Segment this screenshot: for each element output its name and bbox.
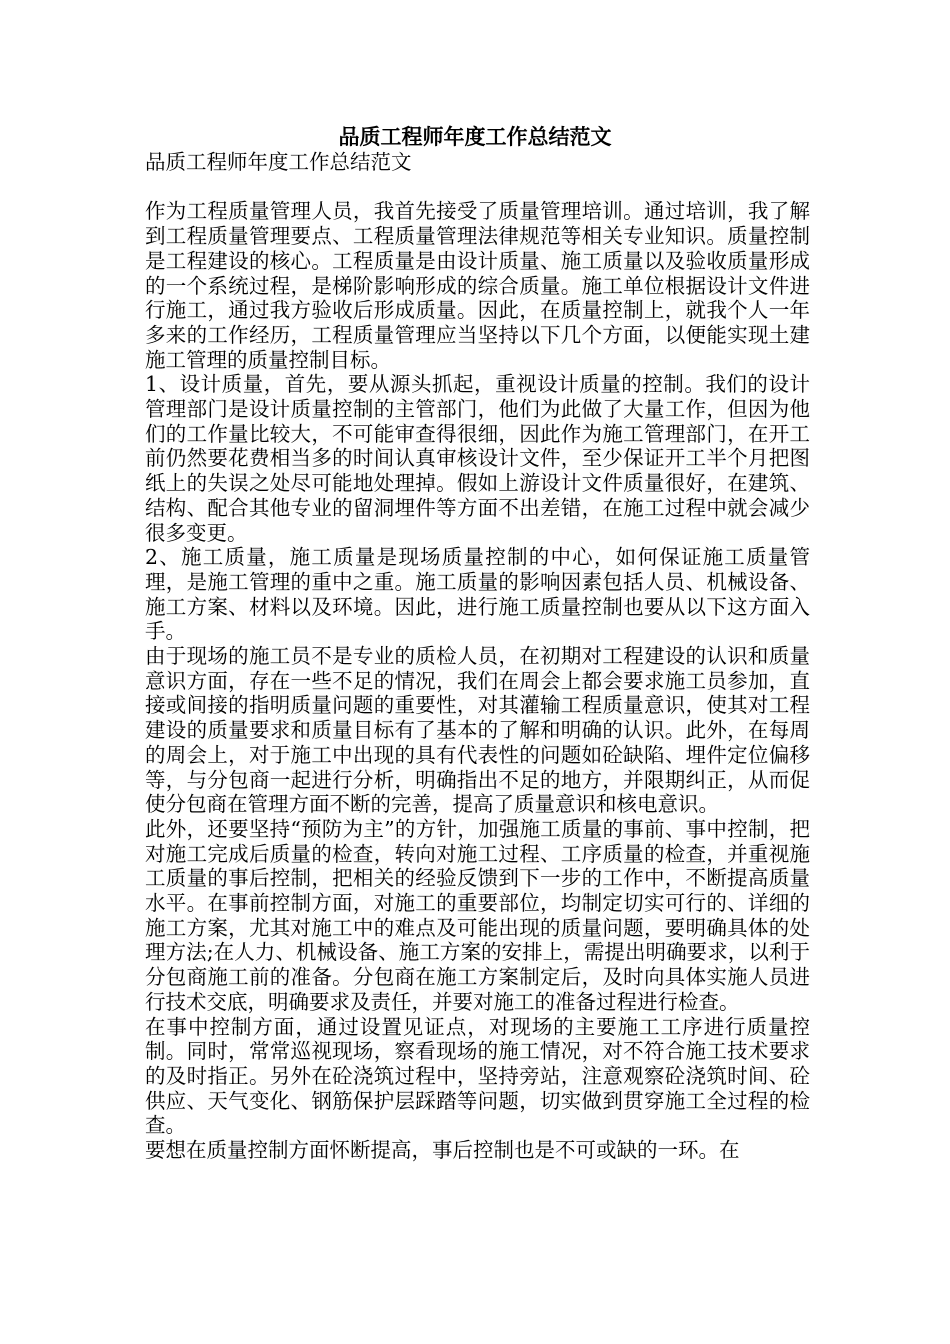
- paragraph-post-control: 要想在质量控制方面怀断提高，事后控制也是不可或缺的一环。在: [145, 1138, 740, 1163]
- paragraph-intro: 作为工程质量管理人员，我首先接受了质量管理培训。通过培训，我了解到工程质量管理要点、工程质量管理法律规范等相关专业知识。质量控制是工程建设的核心。工程质量是由设计质量、施工质量以及验收质量形成的一个系统过程，是梯阶影响形成的综合质量。施工单位根据设计文件进行施工，通过我方验收后形成质量。因此，在质量控制上，就我个人一年多来的工作经历，工程质量管理应当坚持以下几个方面，以便能实现土建施工管理的质量控制目标。: [145, 199, 810, 372]
- paragraph-construction-quality: 2、施工质量，施工质量是现场质量控制的中心，如何保证施工质量管理，是施工管理的重中之重。施工质量的影响因素包括人员、机械设备、施工方案、材料以及环境。因此，进行施工质量控制也要从以下这方面入手。: [145, 545, 810, 644]
- paragraph-in-process-control: 在事中控制方面，通过设置见证点，对现场的主要施工工序进行质量控制。同时，常常巡视现场，察看现场的施工情况，对不符合施工技术要求的及时指正。另外在砼浇筑过程中，坚持旁站，注意观察砼浇筑时间、砼供应、天气变化、钢筋保护层踩踏等问题，切实做到贯穿施工全过程的检查。: [145, 1014, 810, 1138]
- document-subtitle: 品质工程师年度工作总结范文: [145, 150, 412, 174]
- paragraph-quality-awareness: 由于现场的施工员不是专业的质检人员，在初期对工程建设的认识和质量意识方面，存在一些不足的情况，我们在周会上都会要求施工员参加，直接或间接的指明质量问题的重要性，对其灌输工程质量意识，使其对工程建设的质量要求和质量目标有了基本的了解和明确的认识。此外，在每周的周会上，对于施工中出现的具有代表性的问题如砼缺陷、埋件定位偏移等，与分包商一起进行分析，明确指出不足的地方，并限期纠正，从而促使分包商在管理方面不断的完善，提高了质量意识和核电意识。: [145, 644, 810, 817]
- document-title: 品质工程师年度工作总结范文: [338, 124, 612, 149]
- blank-line: [145, 175, 810, 200]
- paragraph-prevention: 此外，还要坚持“预防为主”的方针，加强施工质量的事前、事中控制，把对施工完成后质量的检查，转向对施工过程、工序质量的检查，并重视施工质量的事后控制，把相关的经验反馈到下一步的工作中，不断提高质量水平。在事前控制方面，对施工的重要部位，均制定切实可行的、详细的施工方案，尤其对施工中的难点及可能出现的质量问题，要明确具体的处理方法;在人力、机械设备、施工方案的安排上，需提出明确要求，以利于分包商施工前的准备。分包商在施工方案制定后，及时向具体实施人员进行技术交底，明确要求及责任，并要对施工的准备过程进行检查。: [145, 816, 810, 1014]
- document-body: [145, 150, 810, 1163]
- paragraph-design-quality: 1、设计质量，首先，要从源头抓起，重视设计质量的控制。我们的设计管理部门是设计质量控制的主管部门，他们为此做了大量工作，但因为他们的工作量比较大，不可能审查得很细，因此作为施工管理部门，在开工前仍然要花费相当多的时间认真审核设计文件，至少保证开工半个月把图纸上的失误之处尽可能地处理掉。假如上游设计文件质量很好，在建筑、结构、配合其他专业的留洞埋件等方面不出差错，在施工过程中就会减少很多变更。: [145, 372, 810, 545]
